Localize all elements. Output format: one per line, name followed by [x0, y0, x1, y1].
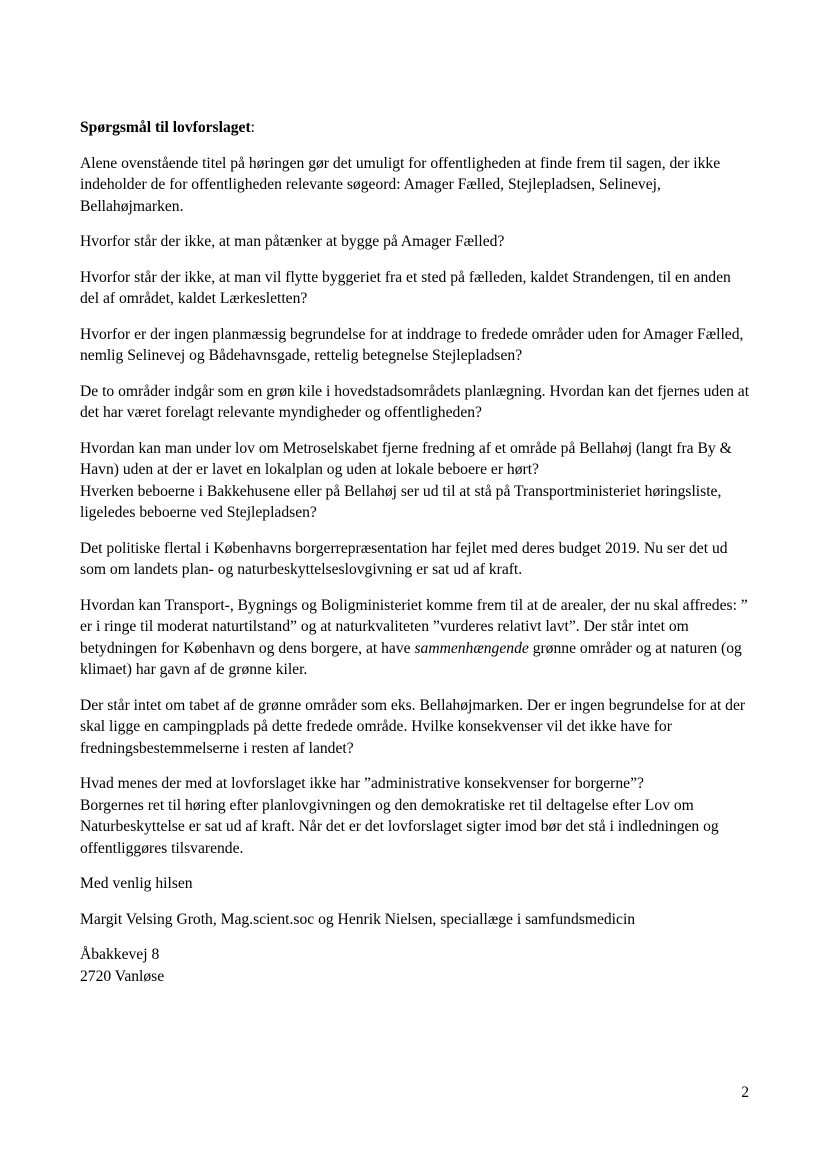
metro-hearing-list: Hverken beboerne i Bakkehusene eller på Bellahøj ser ud til at stå på Transportministeriet høringsliste, ligeledes beboerne ved Stejlepladsen? — [80, 482, 722, 521]
paragraph-admin — [80, 773, 750, 859]
paragraph-relocation-question: Hvorfor står der ikke, at man vil flytte byggeriet fra et sted på fælleden, kaldet Strandengen, til en anden del af området, kaldet Lærkesletten? — [80, 268, 731, 307]
paragraph-loss: Der står intet om tabet af de grønne områder som eks. Bellahøjmarken. Der er ingen begrundelse for at der skal ligge en campingplads på dette fredede område. Hvilke konsekvenser vil det ikke have for fredningsbestemmelserne i resten af landet? — [80, 696, 746, 757]
paragraph-metro — [80, 438, 750, 524]
address-street: Åbakkevej 8 — [80, 946, 160, 963]
heading-line — [80, 117, 750, 139]
closing: Med venlig hilsen — [80, 875, 193, 892]
ministry-text-before: Hvordan kan Transport-, Bygnings og Boligministeriet komme frem til at de arealer, der nu skal affredes: ” er i ringe til moderat naturtilstand” og at naturkvaliteten ”vurderes relativt lavt”. Der står intet om betydningen for København og dens borgere, at have — [80, 596, 748, 657]
paragraph-title-critique: Alene ovenstående titel på høringen gør det umuligt for offentligheden at finde frem til sagen, der ikke indeholder de for offentligheden relevante søgeord: Amager Fælled, Stejlepladsen, Selinevej, Bellahøjmarken. — [80, 154, 721, 215]
paragraph-planning-question: Hvorfor er der ingen planmæssig begrundelse for at inddrage to fredede områder uden for Amager Fælled, nemlig Selinevej og Bådehavnsgade, rettelig betegnelse Stejlepladsen? — [80, 325, 744, 364]
address-city: 2720 Vanløse — [80, 967, 165, 985]
metro-question: Hvordan kan man under lov om Metroselskabet fjerne fredning af et område på Bellahøj (langt fra By & Havn) uden at der er lavet en lokalplan og uden at lokale beboere er hørt? — [80, 439, 732, 478]
ministry-text-after: grønne områder og at naturen (og klimaet) har gavn af de grønne kiler. — [80, 639, 742, 678]
paragraph-amager-question: Hvorfor står der ikke, at man påtænker at bygge på Amager Fælled? — [80, 233, 505, 250]
heading-colon: : — [250, 119, 255, 136]
admin-question: Hvad menes der med at lovforslaget ikke har ”administrative konsekvenser for borgerne”? — [80, 775, 644, 792]
page-number: 2 — [741, 1084, 749, 1101]
paragraph-green-wedge: De to områder indgår som en grøn kile i hovedstadsområdets planlægning. Hvordan kan det fjernes uden at det har været forelagt relevante myndigheder og offentligheden? — [80, 382, 750, 421]
signatories: Margit Velsing Groth, Mag.scient.soc og Henrik Nielsen, speciallæge i samfundsmedicin — [80, 910, 636, 928]
paragraph-ministry — [80, 595, 750, 681]
ministry-emphasis: sammenhængende — [414, 639, 529, 657]
admin-rights: Borgernes ret til høring efter planlovgivningen og den demokratiske ret til deltagelse efter Lov om Naturbeskyttelse er sat ud af kraft. Når det er det lovforslaget sigter imod bør det stå i indledningen og offentliggøres tilsvarende. — [80, 796, 719, 857]
document-body — [80, 117, 750, 1001]
paragraph-politics: Det politiske flertal i Københavns borgerrepræsentation har fejlet med deres budget 2019. Nu ser det ud som om landets plan- og naturbeskyttelseslovgivning er sat ud af kraft. — [80, 539, 728, 578]
address — [80, 944, 750, 987]
heading: Spørgsmål til lovforslaget — [80, 119, 251, 136]
